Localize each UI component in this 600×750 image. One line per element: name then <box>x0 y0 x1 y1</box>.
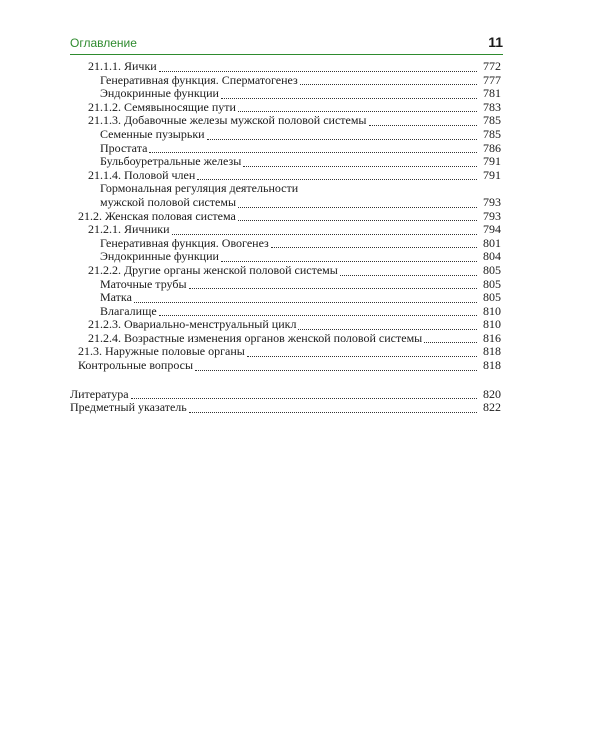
toc-entry[interactable] <box>70 223 501 237</box>
toc-entry[interactable] <box>70 401 501 415</box>
toc-entry[interactable] <box>70 278 501 292</box>
toc-entry-page: 793 <box>483 208 501 223</box>
toc-entry-page: 816 <box>483 330 501 345</box>
toc-entry-page: 785 <box>483 113 501 128</box>
toc-entry-title: 21.1.1. Яички <box>88 59 157 73</box>
toc-entry-title: Матка <box>100 290 132 305</box>
toc-entry[interactable] <box>70 155 501 169</box>
dot-leader <box>298 328 477 330</box>
toc-entry[interactable] <box>70 101 501 115</box>
toc-entry[interactable] <box>70 291 501 305</box>
toc-entry-title: 21.2.2. Другие органы женской половой системы <box>88 262 338 277</box>
toc-entry-title: Генеративная функция. Овогенез <box>100 235 269 250</box>
toc-entry-page: 791 <box>483 167 501 182</box>
toc-entry[interactable] <box>70 345 501 359</box>
toc-entry[interactable] <box>70 114 501 128</box>
toc-entry-title: мужской половой системы <box>100 194 237 209</box>
toc-entry-title: Литература <box>70 386 129 401</box>
toc-entry-page: 781 <box>483 86 501 101</box>
toc-entry-title: Эндокринные функции <box>100 249 219 264</box>
dot-leader <box>195 369 477 371</box>
toc-entry[interactable] <box>70 128 501 142</box>
toc-entry-title: 21.2.1. Яичники <box>88 222 170 237</box>
toc-entry-title: Эндокринные функции <box>100 86 219 101</box>
dot-leader <box>238 110 477 112</box>
toc-entry-title: 21.2.4. Возрастные изменения органов женской половой системы <box>88 330 423 345</box>
toc-entry[interactable] <box>70 196 501 210</box>
dot-leader <box>189 287 477 289</box>
dot-leader <box>424 341 477 343</box>
dot-leader <box>221 260 477 262</box>
toc-entry-title: Генеративная функция. Сперматогенез <box>100 72 298 87</box>
toc-entry-title: Влагалище <box>100 303 157 318</box>
dot-leader <box>159 314 477 316</box>
toc-entry-page: 801 <box>483 235 501 250</box>
toc-entry-page: 791 <box>483 154 501 169</box>
toc-entry-title: Предметный указатель <box>70 400 187 415</box>
table-of-contents <box>70 60 501 415</box>
toc-entry-title: Семенные пузырьки <box>100 126 205 141</box>
dot-leader <box>243 165 477 167</box>
toc-entry-page: 772 <box>483 59 501 73</box>
dot-leader <box>340 274 477 276</box>
toc-entry[interactable] <box>70 305 501 319</box>
running-header <box>70 33 503 53</box>
toc-entry-page: 794 <box>483 222 501 237</box>
dot-leader <box>159 70 477 72</box>
toc-entry-page: 805 <box>483 262 501 277</box>
toc-entry-page: 818 <box>483 344 501 359</box>
dot-leader <box>221 97 477 99</box>
toc-entry[interactable] <box>70 210 501 224</box>
dot-leader <box>149 151 477 153</box>
toc-entry-title: 21.1.2. Семявыносящие пути <box>88 99 236 114</box>
page-number: 11 <box>488 34 503 50</box>
toc-entry-line <box>70 182 501 196</box>
toc-entry[interactable] <box>70 318 501 332</box>
toc-entry-page: 822 <box>483 400 501 415</box>
dot-leader <box>247 355 477 357</box>
toc-entry-page: 805 <box>483 276 501 291</box>
toc-entry-page: 793 <box>483 194 501 209</box>
toc-entry[interactable] <box>70 264 501 278</box>
toc-entry-page: 783 <box>483 99 501 114</box>
toc-entry-page: 820 <box>483 386 501 401</box>
toc-entry[interactable] <box>70 332 501 346</box>
dot-leader <box>369 124 478 126</box>
toc-entry[interactable] <box>70 142 501 156</box>
toc-entry-page: 810 <box>483 303 501 318</box>
toc-entry-title: 21.1.4. Половой член <box>88 167 196 182</box>
toc-entry-page: 804 <box>483 249 501 264</box>
toc-entry-title: 21.2.3. Овариально-менструальный цикл <box>88 317 297 332</box>
running-header-title: Оглавление <box>70 36 137 50</box>
toc-entry[interactable] <box>70 74 501 88</box>
toc-entry-page: 805 <box>483 290 501 305</box>
toc-entry-page: 785 <box>483 126 501 141</box>
toc-entry-title: Маточные трубы <box>100 276 187 291</box>
toc-entry[interactable] <box>70 388 501 402</box>
header-divider <box>70 54 503 55</box>
toc-entry-page: 818 <box>483 358 501 373</box>
section-gap <box>70 373 501 388</box>
toc-entry-title: Простата <box>100 140 148 155</box>
toc-entry-page: 777 <box>483 72 501 87</box>
toc-entry-title: Бульбоуретральные железы <box>100 154 242 169</box>
toc-entry-title: 21.3. Наружные половые органы <box>78 344 245 359</box>
toc-entry[interactable] <box>70 237 501 251</box>
toc-entry-title: 21.2. Женская половая система <box>78 208 236 223</box>
dot-leader <box>238 219 477 221</box>
dot-leader <box>238 206 477 208</box>
dot-leader <box>207 138 477 140</box>
toc-entry[interactable] <box>70 87 501 101</box>
toc-entry-title: Контрольные вопросы <box>78 358 194 373</box>
toc-entry[interactable] <box>70 250 501 264</box>
dot-leader <box>197 178 477 180</box>
dot-leader <box>189 411 477 413</box>
toc-entry-title: 21.1.3. Добавочные железы мужской половой системы <box>88 113 367 128</box>
dot-leader <box>300 83 477 85</box>
dot-leader <box>131 397 477 399</box>
toc-entry-title: Гормональная регуляция деятельности <box>100 181 299 196</box>
toc-entry[interactable] <box>70 169 501 183</box>
toc-entry[interactable] <box>70 60 501 74</box>
dot-leader <box>134 301 477 303</box>
toc-entry-page: 786 <box>483 140 501 155</box>
toc-entry-page: 810 <box>483 317 501 332</box>
dot-leader <box>271 246 477 248</box>
dot-leader <box>172 233 477 235</box>
toc-entry[interactable] <box>70 359 501 373</box>
